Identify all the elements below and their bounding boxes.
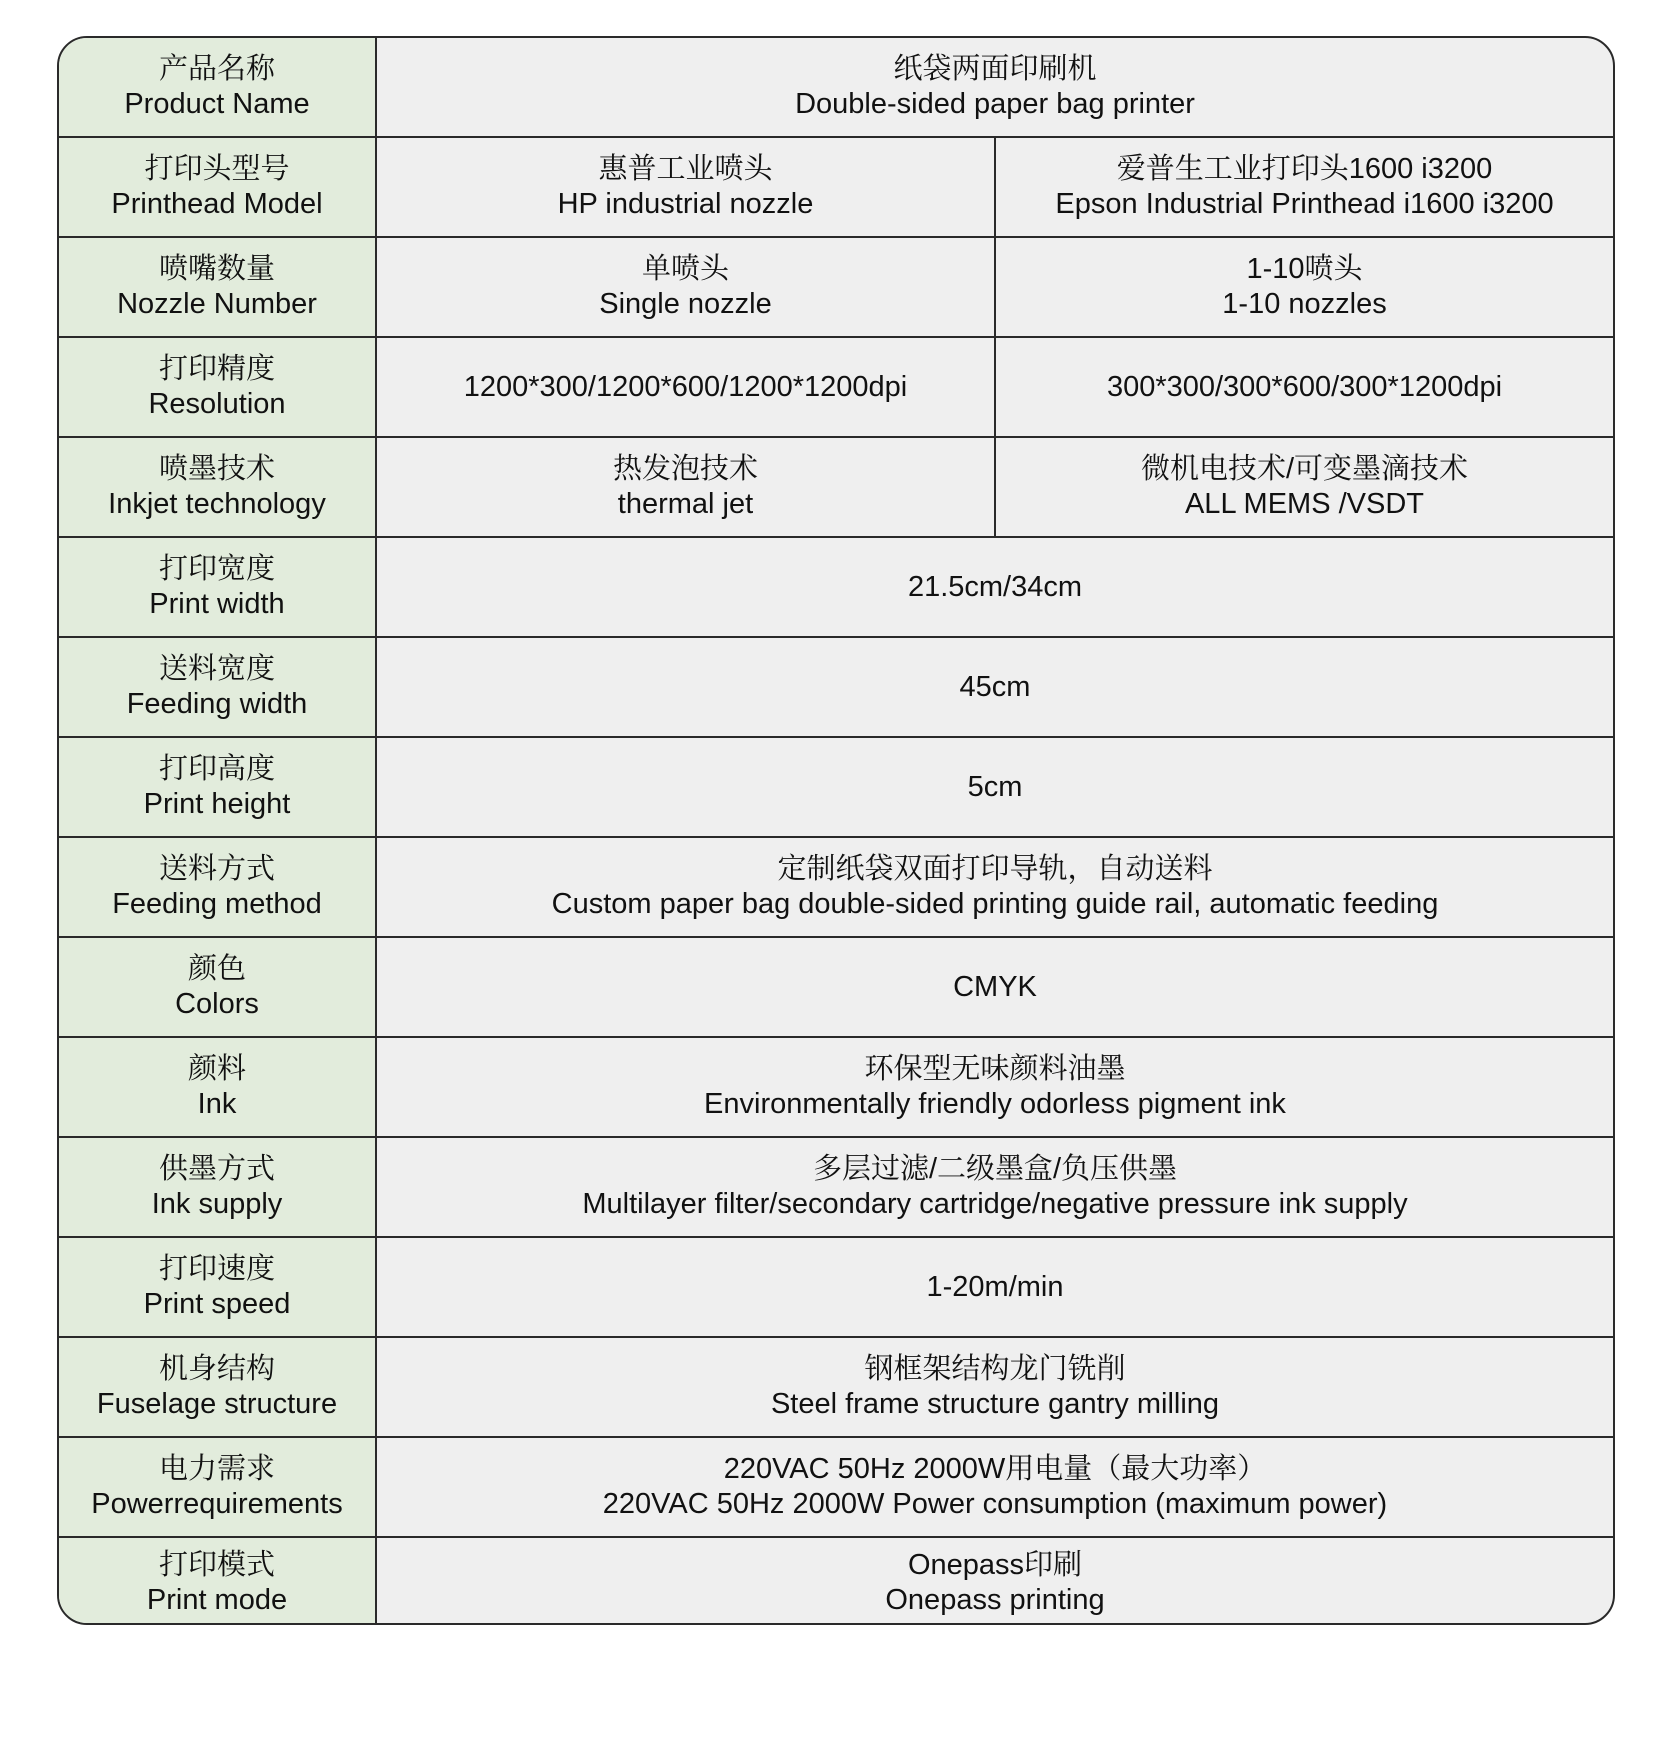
table-row	[59, 1538, 1613, 1625]
row-values	[377, 138, 1613, 236]
value-en: Custom paper bag double-sided printing guide rail, automatic feeding	[551, 888, 1439, 920]
row-label	[59, 838, 377, 936]
table-row	[59, 1138, 1613, 1238]
row-label-en: Fuselage structure	[96, 1388, 338, 1420]
row-values	[377, 1438, 1613, 1536]
row-label	[59, 238, 377, 336]
row-label-cn: 送料方式	[158, 853, 275, 885]
row-label	[59, 638, 377, 736]
value-cell	[377, 838, 1613, 936]
value-cn: 1-10喷头	[1246, 253, 1363, 285]
value-en: Epson Industrial Printhead i1600 i3200	[1055, 188, 1554, 220]
row-label-cn: 打印精度	[158, 353, 275, 385]
row-label-cn: 喷嘴数量	[158, 253, 275, 285]
row-label	[59, 1238, 377, 1336]
row-label	[59, 1538, 377, 1625]
value-cn: 爱普生工业打印头1600 i3200	[1116, 153, 1493, 185]
row-values	[377, 738, 1613, 836]
row-label	[59, 1038, 377, 1136]
row-label-cn: 电力需求	[158, 1453, 275, 1485]
value-cell	[994, 138, 1613, 236]
value-cell	[377, 1438, 1613, 1536]
value-cell	[377, 1038, 1613, 1136]
value-cn: 定制纸袋双面打印导轨，自动送料	[777, 853, 1213, 885]
value-cn: 1-20m/min	[926, 1270, 1064, 1303]
value-cell	[377, 638, 1613, 736]
value-en: ALL MEMS /VSDT	[1184, 488, 1425, 520]
value-cell	[377, 338, 994, 436]
table-row	[59, 838, 1613, 938]
value-cell	[377, 238, 994, 336]
value-en: HP industrial nozzle	[557, 188, 814, 220]
row-label-en: Printhead Model	[111, 188, 323, 220]
row-label	[59, 738, 377, 836]
row-label-en: Print mode	[146, 1583, 288, 1616]
value-cn: 45cm	[959, 670, 1031, 703]
value-cell	[377, 438, 994, 536]
row-values	[377, 1538, 1613, 1625]
value-cn: 环保型无味颜料油墨	[864, 1053, 1126, 1085]
row-label	[59, 1138, 377, 1236]
table-row	[59, 638, 1613, 738]
table-row	[59, 1238, 1613, 1338]
row-label-cn: 打印头型号	[144, 153, 290, 185]
value-en: Double-sided paper bag printer	[795, 88, 1195, 120]
row-values	[377, 538, 1613, 636]
value-cn: 惠普工业喷头	[598, 153, 773, 185]
row-values	[377, 1138, 1613, 1236]
row-values	[377, 238, 1613, 336]
table-row	[59, 238, 1613, 338]
table-row	[59, 1038, 1613, 1138]
row-values	[377, 1238, 1613, 1336]
table-row	[59, 338, 1613, 438]
value-cell	[994, 338, 1613, 436]
value-cn: 纸袋两面印刷机	[893, 53, 1097, 85]
row-label	[59, 38, 377, 136]
value-cell	[377, 1238, 1613, 1336]
table-row	[59, 1338, 1613, 1438]
spec-table	[57, 36, 1615, 1625]
row-label	[59, 1438, 377, 1536]
value-cn: CMYK	[953, 970, 1037, 1003]
table-row	[59, 38, 1613, 138]
row-label-en: Nozzle Number	[117, 288, 317, 320]
value-cn: 微机电技术/可变墨滴技术	[1140, 453, 1469, 485]
value-cell	[994, 438, 1613, 536]
value-en: Multilayer filter/secondary cartridge/negative pressure ink supply	[582, 1188, 1408, 1220]
table-row	[59, 538, 1613, 638]
value-cn: 1200*300/1200*600/1200*1200dpi	[463, 370, 908, 403]
row-values	[377, 1038, 1613, 1136]
row-values	[377, 638, 1613, 736]
row-label-en: Ink supply	[151, 1188, 283, 1220]
value-cn: 热发泡技术	[612, 453, 758, 485]
value-cell	[377, 738, 1613, 836]
value-cn: 220VAC 50Hz 2000W用电量（最大功率）	[723, 1453, 1267, 1485]
value-cell	[377, 1138, 1613, 1236]
table-row	[59, 738, 1613, 838]
value-cn: 单喷头	[641, 253, 729, 285]
row-label	[59, 1338, 377, 1436]
value-cell	[377, 538, 1613, 636]
value-en: 1-10 nozzles	[1222, 288, 1387, 320]
row-label	[59, 538, 377, 636]
row-label-en: Print speed	[143, 1288, 291, 1320]
row-label-cn: 颜料	[187, 1053, 246, 1085]
value-cell	[994, 238, 1613, 336]
row-label-en: Feeding width	[126, 688, 308, 720]
row-values	[377, 838, 1613, 936]
value-cn: 5cm	[967, 770, 1023, 803]
value-cell	[377, 938, 1613, 1036]
row-values	[377, 38, 1613, 136]
row-label-en: Print width	[149, 588, 285, 620]
value-cn: 21.5cm/34cm	[907, 570, 1083, 603]
value-en: 220VAC 50Hz 2000W Power consumption (maximum power)	[602, 1488, 1388, 1520]
row-label-en: Print height	[143, 788, 291, 820]
row-values	[377, 338, 1613, 436]
value-cell	[377, 138, 994, 236]
value-en: Environmentally friendly odorless pigment ink	[704, 1088, 1286, 1120]
table-row	[59, 1438, 1613, 1538]
row-label-cn: 供墨方式	[158, 1153, 275, 1185]
row-label-cn: 产品名称	[158, 53, 275, 85]
row-label-cn: 送料宽度	[158, 653, 275, 685]
table-row	[59, 938, 1613, 1038]
row-label-cn: 颜色	[187, 953, 246, 985]
row-label-en: Colors	[175, 988, 259, 1020]
row-label	[59, 338, 377, 436]
row-label	[59, 138, 377, 236]
row-label-en: Ink	[197, 1088, 237, 1120]
value-cn: 多层过滤/二级墨盒/负压供墨	[812, 1153, 1178, 1185]
row-values	[377, 938, 1613, 1036]
row-label-cn: 喷墨技术	[158, 453, 275, 485]
row-label	[59, 438, 377, 536]
table-row	[59, 438, 1613, 538]
table-row	[59, 138, 1613, 238]
value-en: Steel frame structure gantry milling	[770, 1388, 1220, 1420]
row-label-en: Product Name	[124, 88, 310, 120]
row-label	[59, 938, 377, 1036]
row-values	[377, 438, 1613, 536]
row-label-cn: 打印宽度	[158, 553, 275, 585]
row-label-cn: 打印模式	[158, 1548, 275, 1581]
row-label-en: Feeding method	[112, 888, 322, 920]
value-en: thermal jet	[617, 488, 754, 520]
row-label-en: Inkjet technology	[108, 488, 326, 520]
row-label-cn: 打印速度	[158, 1253, 275, 1285]
value-cn: 钢框架结构龙门铣削	[864, 1353, 1126, 1385]
value-en: Onepass printing	[885, 1583, 1105, 1616]
value-cell	[377, 1538, 1613, 1625]
value-cn: 300*300/300*600/300*1200dpi	[1106, 370, 1503, 403]
row-label-cn: 打印高度	[158, 753, 275, 785]
row-label-cn: 机身结构	[158, 1353, 275, 1385]
value-cn: Onepass印刷	[907, 1548, 1083, 1581]
row-label-en: Powerrequirements	[91, 1488, 343, 1520]
row-label-en: Resolution	[148, 388, 286, 420]
value-cell	[377, 1338, 1613, 1436]
value-en: Single nozzle	[599, 288, 772, 320]
row-values	[377, 1338, 1613, 1436]
value-cell	[377, 38, 1613, 136]
